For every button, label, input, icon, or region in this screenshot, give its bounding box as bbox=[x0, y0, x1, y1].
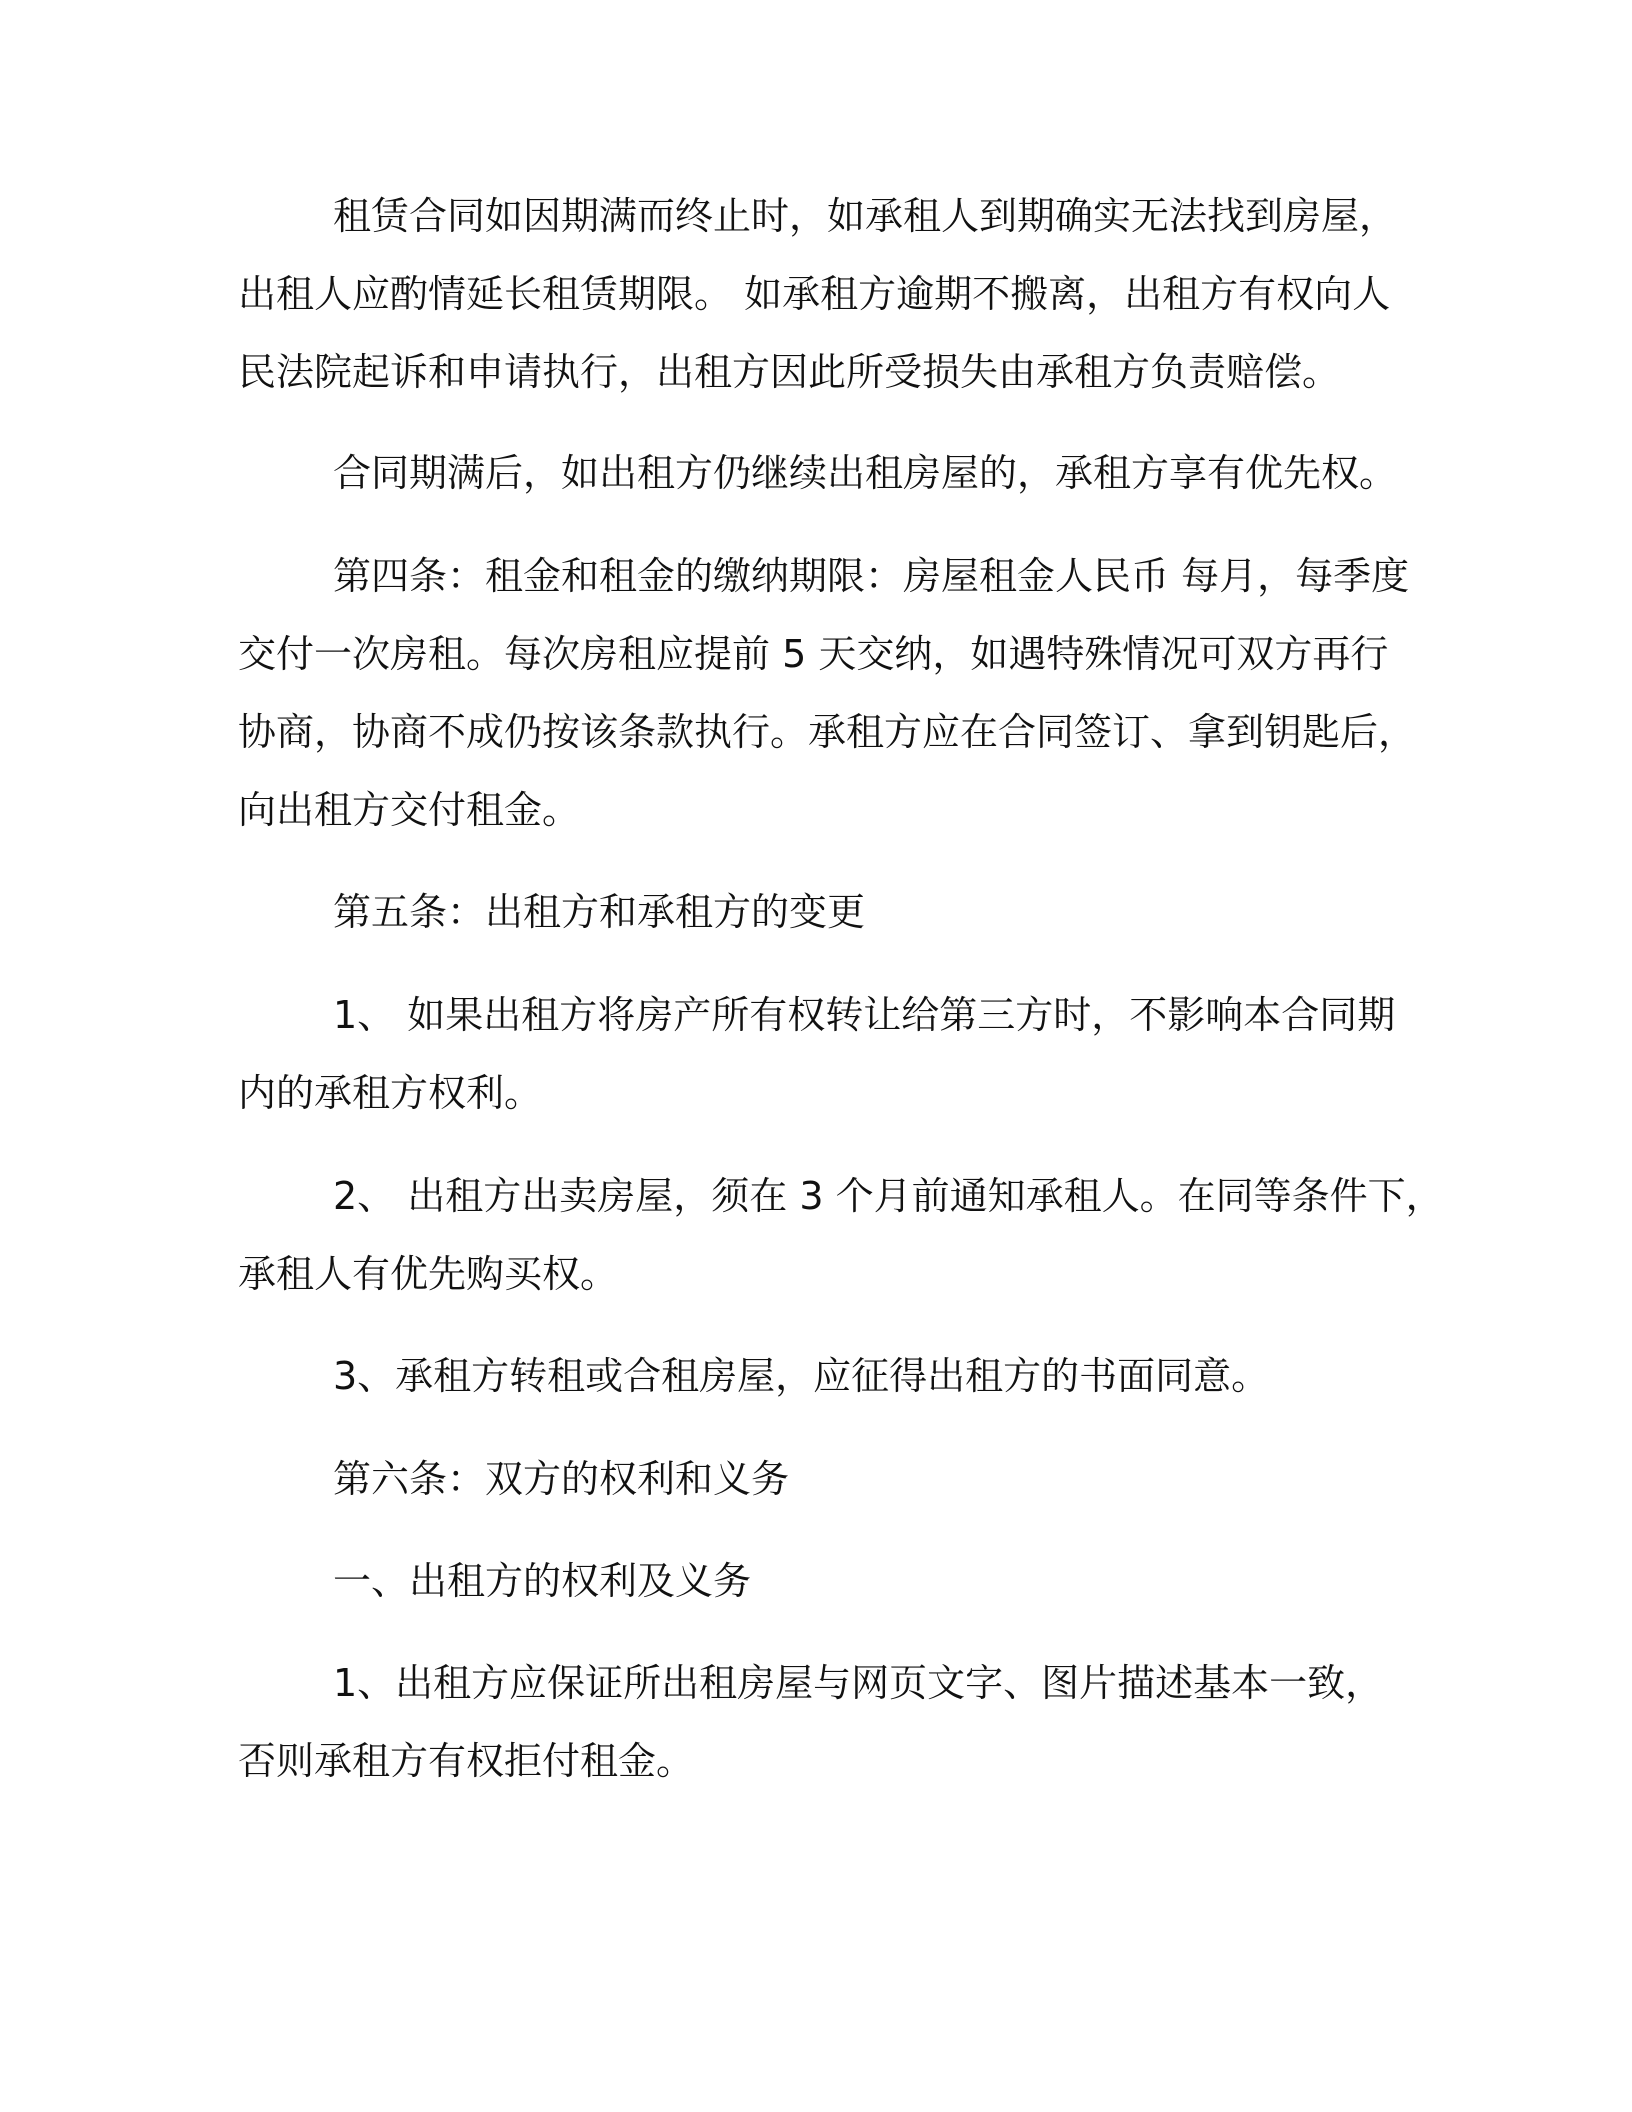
paragraph-10-line-2: 否则承租方有权拒付租金。 bbox=[238, 1739, 695, 1783]
paragraph-8-line-1: 第六条：双方的权利和义务 bbox=[333, 1457, 790, 1501]
paragraph-3-line-4: 向出租方交付租金。 bbox=[238, 788, 581, 832]
paragraph-2-line-1: 合同期满后，如出租方仍继续出租房屋的，承租方享有优先权。 bbox=[333, 451, 1398, 495]
paragraph-6-line-1: 2、 出租方出卖房屋，须在 3 个月前通知承租人。在同等条件下， bbox=[333, 1174, 1444, 1218]
paragraph-7-line-1: 3、承租方转租或合租房屋，应征得出租方的书面同意。 bbox=[333, 1354, 1270, 1398]
paragraph-3-line-3: 协商，协商不成仍按该条款执行。承租方应在合同签订、拿到钥匙后， bbox=[238, 710, 1417, 754]
paragraph-9-line-1: 一、出租方的权利及义务 bbox=[333, 1559, 752, 1603]
paragraph-10-line-1: 1、出租方应保证所出租房屋与网页文字、图片描述基本一致， bbox=[333, 1661, 1384, 1705]
paragraph-5-line-1: 1、 如果出租方将房产所有权转让给第三方时，不影响本合同期 bbox=[333, 993, 1396, 1037]
paragraph-1-line-3: 民法院起诉和申请执行，出租方因此所受损失由承租方负责赔偿。 bbox=[238, 350, 1341, 394]
paragraph-3-line-1: 第四条：租金和租金的缴纳期限：房屋租金人民币 每月，每季度 bbox=[333, 554, 1410, 598]
paragraph-5-line-2: 内的承租方权利。 bbox=[238, 1071, 543, 1115]
paragraph-1-line-1: 租赁合同如因期满而终止时，如承租人到期确实无法找到房屋， bbox=[333, 194, 1398, 238]
paragraph-3-line-2: 交付一次房租。每次房租应提前 5 天交纳，如遇特殊情况可双方再行 bbox=[238, 632, 1389, 676]
paragraph-4-line-1: 第五条：出租方和承租方的变更 bbox=[333, 890, 866, 934]
paragraph-6-line-2: 承租人有优先购买权。 bbox=[238, 1252, 619, 1296]
paragraph-1-line-2: 出租人应酌情延长租赁期限。 如承租方逾期不搬离，出租方有权向人 bbox=[238, 272, 1391, 316]
